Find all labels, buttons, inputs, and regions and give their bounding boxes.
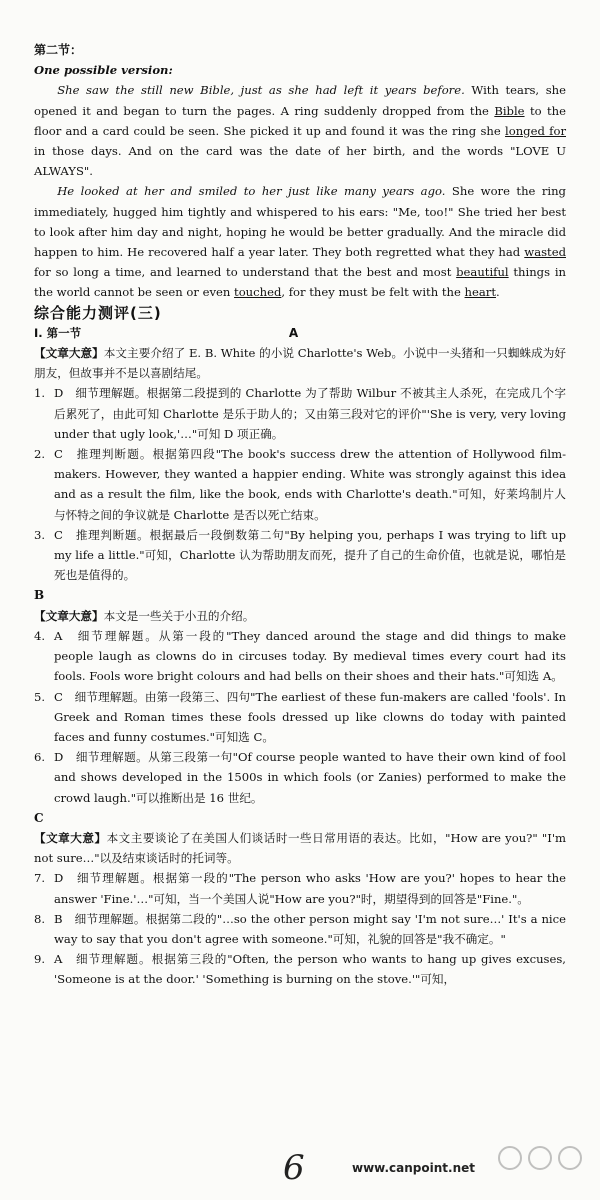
underlined-word: wasted <box>524 245 566 260</box>
passage-letter-c: C <box>34 810 44 825</box>
summary-text: 本文是一些关于小丑的介绍。 <box>103 608 255 623</box>
summary-a <box>34 343 566 383</box>
answer-item <box>34 868 566 908</box>
answer-item <box>34 525 566 586</box>
answer-text: A 细节理解题。根据第三段的"Often, the person who wants to hang up gives excuses, 'Someone is at the door.' 'Something is burning on the stove.'"可知， <box>54 952 566 987</box>
passage-letter-b: B <box>34 588 45 603</box>
answer-text: D 细节理解题。根据第二段提到的 Charlotte 为了帮助 Wilbur 不被其主人杀死，在完成几个字后累死了，由此可知 Charlotte 是乐于助人的；又由第三段对它的评价"'She is very, very loving under that ugly look,'…"可知 D 项正确。 <box>54 386 566 441</box>
answer-number: 2. <box>34 447 46 462</box>
answer-text: C 细节理解题。由第一段第三、四句"The earliest of these fun-makers are called 'fools'. In Greek and Roman times these fools dressed up like clowns do today with painted faces and funny costumes."可知选 C。 <box>54 689 566 744</box>
summary-text: 本文主要介绍了 E. B. White 的小说 Charlotte's Web。小说中一头猪和一只蜘蛛成为好朋友，但故事并不是以喜剧结尾。 <box>34 346 566 381</box>
underlined-word: Bible <box>494 103 525 118</box>
answer-text: B 细节理解题。根据第二段的"…so the other person might say 'I'm not sure…' It's a nice way to say that you don't agree with someone."可知，礼貌的回答是"我不确定。" <box>54 911 566 946</box>
test-title: 综合能力测评(三) <box>34 303 162 322</box>
answer-item <box>34 949 566 989</box>
summary-text: 本文主要谈论了在美国人们谈话时一些日常用语的表达。比如，"How are you?" "I'm not sure…"以及结束谈话时的托词等。 <box>34 830 566 866</box>
answer-number: 3. <box>34 527 46 542</box>
summary-tag: 【文章大意】 <box>34 830 107 845</box>
answer-item <box>34 687 566 748</box>
underlined-word: touched <box>234 285 282 300</box>
website-footer: www.canpoint.net <box>352 1161 476 1175</box>
answer-item <box>34 383 566 444</box>
essay-text: With tears, she opened it and began to turn the pages. A ring suddenly dropped from the <box>34 83 566 118</box>
section-heading: 第二节： <box>34 43 83 57</box>
page-content <box>34 40 566 990</box>
answer-number: 8. <box>34 911 46 926</box>
answer-text: A 细节理解题。从第一段的"They danced around the stage and did things to make people laugh as clowns do in circuses today. By medieval times every court had its fools. Fools wore bright colours and had bells on their shoes and their hats."可知选 A。 <box>54 628 566 684</box>
answer-number: 1. <box>34 386 46 401</box>
essay-text: , for they must be felt with the <box>281 285 465 300</box>
answer-text: D 细节理解题。从第三段第一句"Of course people wanted to have their own kind of fool and shows developed in the 1500s in which fools (or Zanies) performed to make the crowd laugh."可以推断出是 16 世纪。 <box>54 750 566 805</box>
answer-number: 6. <box>34 750 46 765</box>
part-heading-row <box>34 323 566 343</box>
answer-text: D 细节理解题。根据第一段的"The person who asks 'How are you?' hopes to hear the answer 'Fine.'…"可知，当一个美国人说"How are you?"时，期望得到的回答是"Fine."。 <box>54 871 566 906</box>
answer-item <box>34 909 566 949</box>
essay-paragraph-1 <box>34 80 566 181</box>
underlined-word: heart <box>464 285 496 300</box>
summary-c <box>34 828 566 868</box>
answer-number: 7. <box>34 871 46 886</box>
watermark-logo <box>390 1144 590 1194</box>
essay-paragraph-2 <box>34 181 566 302</box>
answer-number: 4. <box>34 628 46 643</box>
part-label: Ⅰ. 第一节 <box>34 325 82 340</box>
essay-text: in those days. And on the card was the date of her birth, and the words "LOVE U ALWAYS". <box>34 144 566 179</box>
summary-tag: 【文章大意】 <box>34 346 104 361</box>
essay-text: to the floor and a card could be seen. She picked it up and found it was the ring she <box>34 103 567 138</box>
answer-item <box>34 747 566 808</box>
answer-number: 9. <box>34 952 46 967</box>
answer-text: C 推理判断题。根据最后一段倒数第二句"By helping you, perhaps I was trying to lift up my life a little."可知，Charlotte 认为帮助朋友而死，提升了自己的生命价值，也就是说，哪怕是死也是值得的。 <box>54 527 566 583</box>
essay-italic-start-1: She saw the still new Bible, just as she had left it years before. <box>57 83 465 98</box>
answer-text: C 推理判断题。根据第四段"The book's success drew the attention of Hollywood film-makers. However, they wanted a happier ending. White was strongly against this idea and as a result the film, like the book, ends with Charlotte's death."可知，好莱坞制片人与怀特之间的争议就是 Charlotte 是否以死亡结束。 <box>54 447 566 522</box>
essay-text: . <box>495 285 500 300</box>
summary-tag: 【文章大意】 <box>34 608 104 623</box>
underlined-word: longed for <box>505 123 566 138</box>
answer-item <box>34 626 566 687</box>
passage-letter-a: A <box>288 325 299 340</box>
essay-italic-start-2: He looked at her and smiled to her just like many years ago. <box>57 184 446 199</box>
handwritten-page-number: 6 <box>283 1148 305 1188</box>
essay-text: She wore the ring immediately, hugged him tightly and whispered to his ears: "Me, too!" She tried her best to look after him day and night, hoping he would be better gradually. And the miracle did happen to him. He recovered half a year later. They both regretted what they had <box>34 184 566 260</box>
answer-number: 5. <box>34 689 46 704</box>
essay-text: for so long a time, and learned to understand that the best and most <box>34 265 457 280</box>
answer-item <box>34 444 566 525</box>
underlined-word: beautiful <box>456 265 509 280</box>
version-label: One possible version: <box>34 63 173 78</box>
summary-b <box>34 606 566 626</box>
essay-text: things in the world cannot be seen or even <box>34 265 566 300</box>
